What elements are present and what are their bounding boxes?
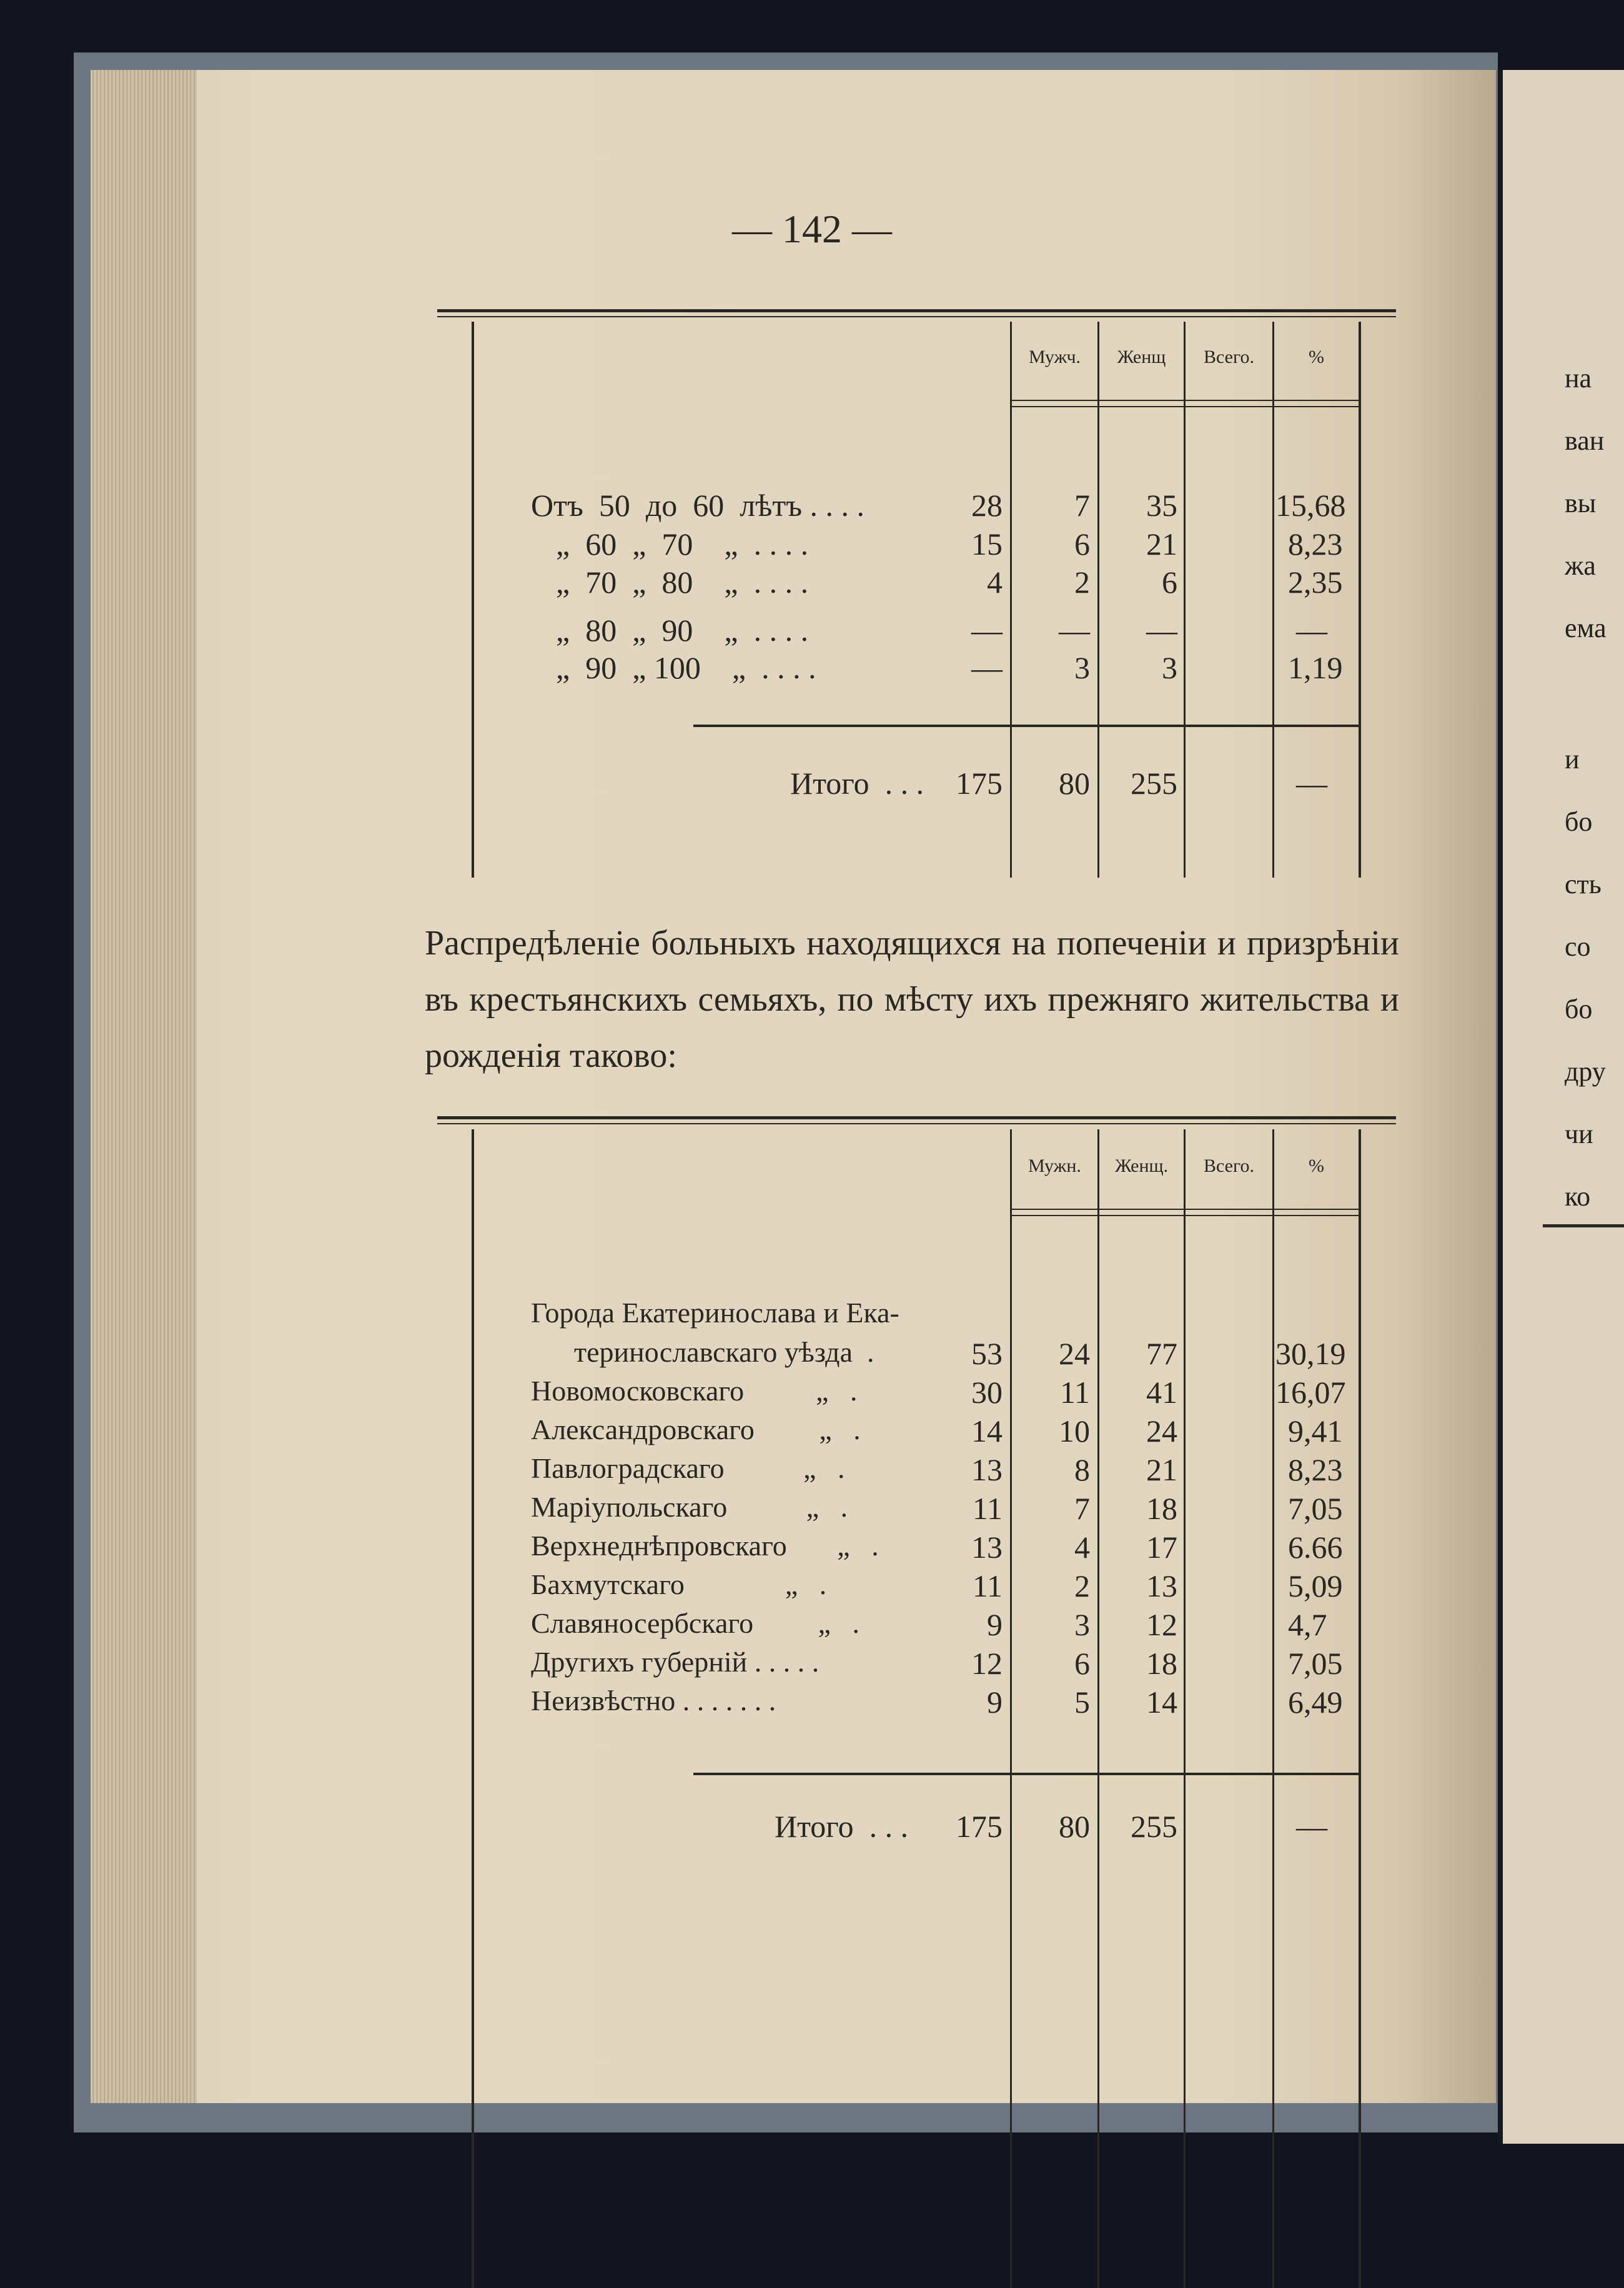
table1-cell: 15,68: [1275, 488, 1346, 523]
table2-cell: 13: [971, 1530, 1003, 1565]
right-fragment: со: [1565, 931, 1591, 962]
table1-cell: 1,19: [1288, 650, 1343, 685]
right-fragment: сть: [1565, 869, 1602, 899]
table2-header-rule: [1010, 1215, 1360, 1216]
table2-cell: 10: [1059, 1414, 1090, 1449]
table2-cell: 24: [1059, 1336, 1090, 1371]
right-page: [1498, 70, 1624, 2144]
right-fragment: жа: [1565, 550, 1596, 581]
table2-col-divider: [1184, 1129, 1186, 2288]
table1-header-rule: [1010, 400, 1360, 401]
table1-cell: 2,35: [1288, 565, 1343, 600]
table1-header-women: Женщ: [1117, 347, 1166, 367]
table1-row-label: „ 80 „ 90 „ . . . .: [556, 613, 809, 648]
table2-cell: 7,05: [1288, 1491, 1343, 1526]
page-number: — 142 —: [732, 207, 892, 251]
table1-header-total: Всего.: [1203, 347, 1255, 367]
right-fragment: дру: [1565, 1056, 1606, 1087]
left-page: [91, 70, 1496, 2103]
table2-header-men: Мужн.: [1028, 1156, 1081, 1176]
table2-top-rule-thin: [437, 1123, 1396, 1124]
table2-cell: 53: [971, 1336, 1003, 1371]
table2-cell: 21: [1146, 1452, 1177, 1487]
table2-cell: 9: [987, 1685, 1003, 1720]
table2-cell: 11: [1059, 1375, 1090, 1410]
table1-cell: 21: [1146, 527, 1177, 562]
table2-row-label: Маріупольскаго „ .: [531, 1491, 848, 1523]
table2-cell: 7,05: [1288, 1646, 1343, 1681]
right-fragment: чи: [1565, 1119, 1593, 1149]
table2-cell: 30,19: [1275, 1336, 1346, 1371]
table1-cell: 8,23: [1288, 527, 1343, 562]
table2-cell: 18: [1146, 1491, 1177, 1526]
table2-row-label: Александровскаго „ .: [531, 1414, 861, 1445]
table2-cell: 13: [971, 1452, 1003, 1487]
table2-cell: 24: [1146, 1414, 1177, 1449]
table2-cell: 13: [1146, 1568, 1177, 1603]
table2-cell: 11: [972, 1491, 1003, 1526]
right-rule: [1543, 1224, 1624, 1227]
table2-header-percent: %: [1309, 1156, 1324, 1176]
table2-header-women: Женщ.: [1114, 1156, 1169, 1176]
table2-cell: 9,41: [1288, 1414, 1343, 1449]
table2-col-divider: [1272, 1129, 1274, 2288]
table2-total-cell: 175: [956, 1809, 1003, 1844]
table1-total-cell: 175: [956, 766, 1003, 801]
table1-cell: —: [1296, 613, 1327, 648]
right-fragment: бо: [1565, 994, 1593, 1024]
table2-cell: 6,49: [1288, 1685, 1343, 1720]
table1-cell: —: [971, 613, 1003, 648]
table2-cell: 41: [1146, 1375, 1177, 1410]
table1-cell: 6: [1162, 565, 1177, 600]
table1-cell: —: [1146, 613, 1177, 648]
table2-total-rule: [693, 1773, 1360, 1775]
body-paragraph: Распредѣленіе больныхъ находящихся на попеченіи и призрѣніи въ крестьянскихъ семьяхъ, по мѣсту ихъ прежняго жительства и рожденія таково:: [425, 924, 1399, 1075]
table1-cell: 4: [987, 565, 1003, 600]
table2-cell: 8,23: [1288, 1452, 1343, 1487]
right-fragment: и: [1565, 744, 1580, 775]
table2-row-label: Города Екатеринослава и Ека-: [531, 1297, 899, 1329]
table2-cell: 4: [1074, 1530, 1090, 1565]
right-fragment: бо: [1565, 806, 1593, 837]
table2-row-label: Павлоградскаго „ .: [531, 1452, 845, 1484]
table2-cell: 77: [1146, 1336, 1177, 1371]
table2-cell: 6.66: [1288, 1530, 1343, 1565]
table2-cell: 16,07: [1275, 1375, 1346, 1410]
table1-total-cell: 255: [1131, 766, 1177, 801]
right-fragment: на: [1565, 363, 1592, 394]
table1-row-label: „ 90 „ 100 „ . . . .: [556, 650, 816, 685]
table2-row-label: теринославскаго уѣзда .: [531, 1336, 874, 1368]
table2-cell: 11: [972, 1568, 1003, 1603]
table1-cell: 3: [1162, 650, 1177, 685]
table1-cell: 2: [1074, 565, 1090, 600]
table2-cell: 14: [1146, 1685, 1177, 1720]
table2-row-label: Бахмутскаго „ .: [531, 1568, 827, 1600]
table2-row-label: Славяносербскаго „ .: [531, 1607, 860, 1639]
table1-total-label: Итого . . .: [790, 766, 924, 801]
table2-cell: 2: [1074, 1568, 1090, 1603]
table1-row-label: Отъ 50 до 60 лѣтъ . . . .: [531, 488, 865, 523]
table1-cell: 15: [971, 527, 1003, 562]
table2-top-rule: [437, 1116, 1396, 1119]
table2-cell: 5,09: [1288, 1568, 1343, 1603]
table1-row-label: „ 70 „ 80 „ . . . .: [556, 565, 809, 600]
table1-cell: 35: [1146, 488, 1177, 523]
table2-cell: 6: [1074, 1646, 1090, 1681]
table2-cell: 30: [971, 1375, 1003, 1410]
table2-total-cell: —: [1296, 1809, 1327, 1844]
table2-total-cell: 80: [1059, 1809, 1090, 1844]
table2-row-label: Верхнеднѣпровскаго „ .: [531, 1530, 879, 1562]
table1-header-percent: %: [1309, 347, 1324, 367]
table1-top-rule: [437, 309, 1396, 312]
table1-cell: —: [971, 650, 1003, 685]
table2-total-cell: 255: [1131, 1809, 1177, 1844]
table2-header-rule: [1010, 1209, 1360, 1210]
table1-total-rule: [693, 725, 1360, 727]
table2-cell: 9: [987, 1607, 1003, 1642]
table1-row-label: „ 60 „ 70 „ . . . .: [556, 527, 809, 562]
table2-cell: 4,7: [1288, 1607, 1327, 1642]
table1-cell: 6: [1074, 527, 1090, 562]
table2-cell: 3: [1074, 1607, 1090, 1642]
page-edges: [91, 70, 197, 2103]
right-fragment: ема: [1565, 613, 1607, 643]
table1-left-border: [472, 322, 474, 878]
table1-total-cell: 80: [1059, 766, 1090, 801]
table1-header-men: Мужч.: [1028, 347, 1081, 367]
table2-cell: 14: [971, 1414, 1003, 1449]
right-fragment: ко: [1565, 1181, 1591, 1212]
table1-cell: —: [1059, 613, 1090, 648]
table1-col-divider: [1184, 322, 1186, 878]
table2-cell: 18: [1146, 1646, 1177, 1681]
table2-cell: 7: [1074, 1491, 1090, 1526]
table2-cell: 17: [1146, 1530, 1177, 1565]
table1-cell: 7: [1074, 488, 1090, 523]
table1-total-cell: —: [1296, 766, 1327, 801]
table2-cell: 5: [1074, 1685, 1090, 1720]
table1-cell: 3: [1074, 650, 1090, 685]
table2-header-total: Всего.: [1203, 1156, 1255, 1176]
table2-total-label: Итого . . .: [775, 1809, 909, 1844]
table1-cell: 28: [971, 488, 1003, 523]
table2-row-label: Новомосковскаго „ .: [531, 1375, 858, 1407]
table2-left-border: [472, 1129, 474, 2288]
table1-col-divider: [1272, 322, 1274, 878]
right-fragment: вы: [1565, 488, 1597, 518]
table2-cell: 12: [1146, 1607, 1177, 1642]
right-fragment: ван: [1565, 425, 1605, 456]
table1-header-rule: [1010, 406, 1360, 407]
table2-row-label: Неизвѣстно . . . . . . .: [531, 1685, 776, 1716]
table2-row-label: Другихъ губерній . . . . .: [531, 1646, 819, 1678]
table2-cell: 12: [971, 1646, 1003, 1681]
table1-top-rule-thin: [437, 316, 1396, 317]
table2-cell: 8: [1074, 1452, 1090, 1487]
